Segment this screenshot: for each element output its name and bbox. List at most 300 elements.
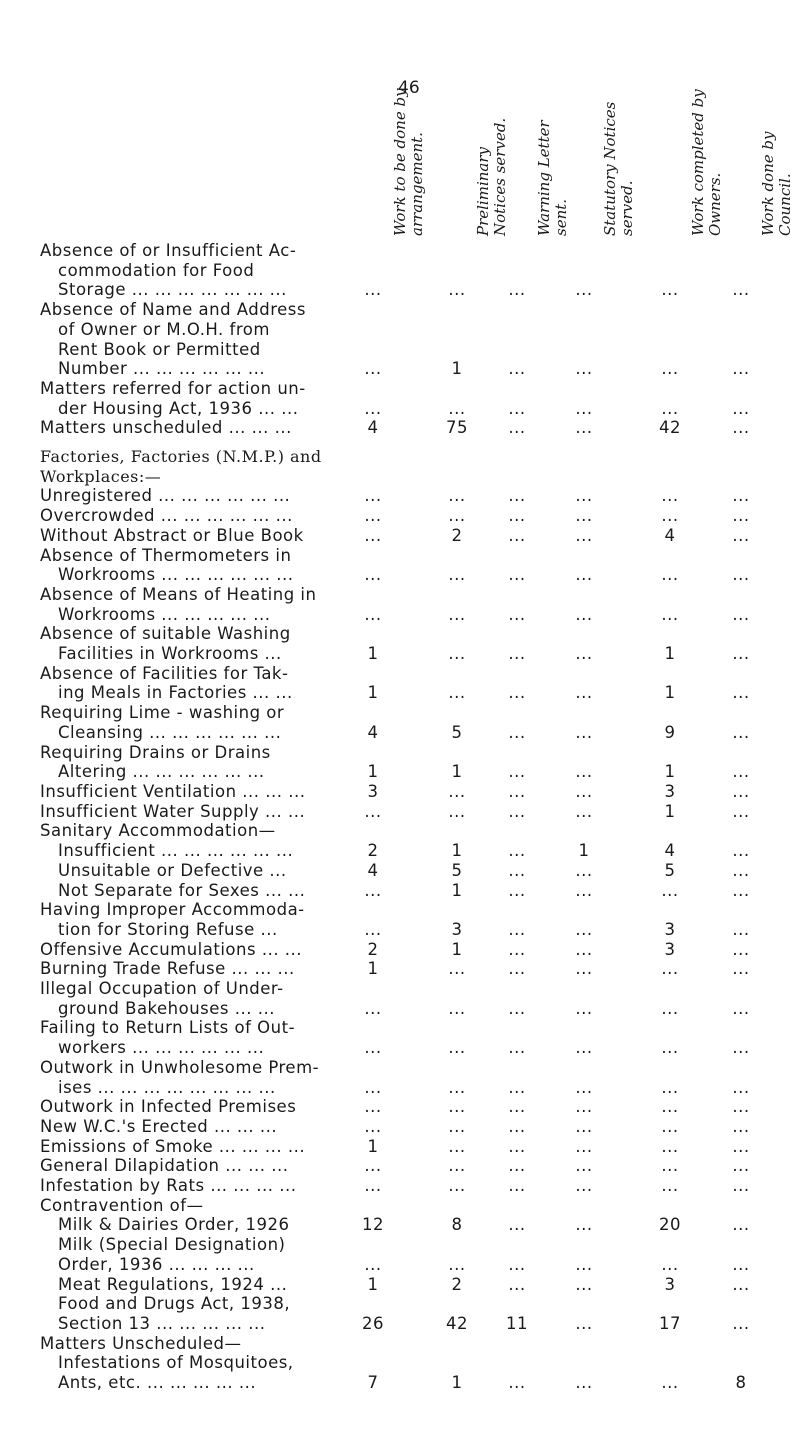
table-row	[40, 802, 785, 822]
table-cell: ...	[364, 604, 382, 624]
table-cell: 75	[446, 418, 468, 438]
row-label: Emissions of Smoke ... ... ... ...	[40, 1136, 306, 1156]
row-label: of Owner or M.O.H. from	[58, 319, 270, 339]
table-cell: ...	[508, 683, 526, 703]
row-label: commodation for Food	[58, 260, 255, 280]
row-label: Without Abstract or Blue Book	[40, 525, 304, 545]
table-cell: ...	[661, 1097, 679, 1117]
table-cell: ...	[364, 919, 382, 939]
table-cell: ...	[575, 1176, 593, 1196]
table-cell: 5	[451, 722, 463, 742]
table-cell: ...	[575, 604, 593, 624]
row-label: Matters referred for action un-	[40, 378, 306, 398]
table-cell: ...	[661, 1136, 679, 1156]
table-cell: ...	[732, 1136, 750, 1156]
table-cell: ...	[732, 486, 750, 506]
table-cell: 2	[367, 939, 379, 959]
table-cell: ...	[448, 1116, 466, 1136]
row-label: Requiring Drains or Drains	[40, 742, 271, 762]
table-cell: 3	[664, 919, 676, 939]
table-cell: 1	[451, 939, 463, 959]
table-row	[40, 624, 785, 663]
table-cell: ...	[661, 565, 679, 585]
table-cell: ...	[364, 998, 382, 1018]
table-cell: ...	[448, 1136, 466, 1156]
table-cell: 1	[451, 359, 463, 379]
row-label: Workrooms ... ... ... ... ...	[58, 604, 271, 624]
table-cell: ...	[448, 801, 466, 821]
table-row	[40, 300, 785, 379]
table-cell: ...	[575, 762, 593, 782]
table-cell: ...	[448, 1176, 466, 1196]
table-cell: ...	[508, 1156, 526, 1176]
table-cell: 8	[735, 1373, 747, 1393]
row-label: Absence of Name and Address	[40, 300, 307, 320]
row-label: Workrooms ... ... ... ... ... ...	[58, 565, 294, 585]
table-cell: ...	[661, 1077, 679, 1097]
row-label: New W.C.'s Erected ... ... ...	[40, 1116, 278, 1136]
table-cell: 3	[664, 1274, 676, 1294]
column-header	[473, 88, 521, 236]
table-cell: ...	[508, 1373, 526, 1393]
row-label: Milk (Special Designation)	[58, 1235, 286, 1255]
row-label: Food and Drugs Act, 1938,	[58, 1294, 291, 1314]
page-number: 46	[398, 78, 420, 98]
row-label: Meat Regulations, 1924 ...	[58, 1274, 288, 1294]
table-cell: ...	[448, 1254, 466, 1274]
table-cell: ...	[508, 644, 526, 664]
table-row	[40, 486, 785, 506]
table-cell: ...	[732, 418, 750, 438]
table-cell: ...	[575, 781, 593, 801]
table-cell: ...	[575, 418, 593, 438]
table-cell: ...	[732, 762, 750, 782]
table-cell: ...	[508, 939, 526, 959]
column-header	[534, 88, 582, 236]
table-cell: ...	[508, 1136, 526, 1156]
table-cell: ...	[661, 1254, 679, 1274]
table-row	[40, 1097, 785, 1117]
table-cell: ...	[364, 1156, 382, 1176]
row-label: Insufficient ... ... ... ... ... ...	[58, 841, 294, 861]
table-cell: 1	[664, 801, 676, 821]
table-cell: ...	[364, 1176, 382, 1196]
table-cell: ...	[508, 860, 526, 880]
table-cell: ...	[575, 1097, 593, 1117]
table-cell: ...	[661, 1156, 679, 1176]
table-row	[40, 979, 785, 1018]
table-row	[40, 959, 785, 979]
table-cell: ...	[732, 1156, 750, 1176]
column-header-label: Work completed by Owners.	[689, 89, 724, 236]
table-row	[40, 900, 785, 939]
row-label: Contravention of—	[40, 1195, 204, 1215]
row-label: ground Bakehouses ... ...	[58, 998, 275, 1018]
table-cell: 1	[367, 762, 379, 782]
table-cell: ...	[575, 1254, 593, 1274]
table-cell: 1	[367, 644, 379, 664]
table-row	[40, 1156, 785, 1176]
table-cell: ...	[364, 565, 382, 585]
row-label: Ants, etc. ... ... ... ... ...	[58, 1373, 257, 1393]
table-cell: 20	[659, 1215, 681, 1235]
table-row	[40, 743, 785, 782]
table-cell: ...	[575, 860, 593, 880]
table-cell: ...	[575, 1215, 593, 1235]
table-cell: ...	[732, 644, 750, 664]
table-cell: ...	[448, 998, 466, 1018]
table-cell: ...	[508, 1077, 526, 1097]
table-row	[40, 703, 785, 742]
table-cell: ...	[575, 1274, 593, 1294]
table-row	[40, 379, 785, 418]
table-cell: ...	[732, 1116, 750, 1136]
table-cell: ...	[508, 919, 526, 939]
table-cell: ...	[448, 1097, 466, 1117]
table-cell: ...	[732, 1274, 750, 1294]
table-cell: 2	[451, 525, 463, 545]
table-cell: ...	[575, 1077, 593, 1097]
row-label: Insufficient Ventilation ... ... ...	[40, 781, 306, 801]
table-cell: 3	[664, 781, 676, 801]
table-row	[40, 1196, 785, 1216]
table-row	[40, 841, 785, 861]
table-cell: ...	[508, 565, 526, 585]
table-cell: 1	[664, 683, 676, 703]
table-cell: ...	[508, 722, 526, 742]
table-cell: ...	[661, 959, 679, 979]
table-row	[40, 1058, 785, 1097]
table-cell: 1	[367, 1274, 379, 1294]
row-label: Storage ... ... ... ... ... ... ...	[58, 280, 287, 300]
row-label: Burning Trade Refuse ... ... ...	[40, 959, 295, 979]
table-cell: 5	[664, 860, 676, 880]
column-header-label: Warning Letter sent.	[535, 120, 570, 236]
table-cell: ...	[732, 506, 750, 526]
table-cell: ...	[508, 525, 526, 545]
table-row	[40, 506, 785, 526]
table-cell: ...	[508, 762, 526, 782]
table-cell: ...	[732, 683, 750, 703]
table-cell: ...	[508, 1176, 526, 1196]
table-cell: ...	[575, 998, 593, 1018]
column-header-label: Preliminary Notices served.	[474, 117, 509, 236]
table-cell: ...	[364, 880, 382, 900]
table-row	[40, 664, 785, 703]
table-cell: ...	[508, 359, 526, 379]
row-label: Milk & Dairies Order, 1926	[58, 1215, 290, 1235]
table-cell: ...	[732, 1097, 750, 1117]
table-cell: 1	[451, 880, 463, 900]
table-cell: ...	[508, 280, 526, 300]
column-header	[600, 88, 648, 236]
table-row	[40, 881, 785, 901]
table-row	[40, 585, 785, 624]
table-cell: 11	[506, 1313, 528, 1333]
table-cell: ...	[661, 998, 679, 1018]
row-label: ises ... ... ... ... ... ... ... ...	[58, 1077, 276, 1097]
table-cell: ...	[661, 604, 679, 624]
table-cell: ...	[732, 722, 750, 742]
table-cell: ...	[364, 1077, 382, 1097]
table-cell: ...	[575, 1313, 593, 1333]
table-row	[40, 1294, 785, 1333]
table-cell: ...	[661, 506, 679, 526]
table-cell: ...	[575, 565, 593, 585]
row-label: Matters unscheduled ... ... ...	[40, 418, 292, 438]
table-row	[40, 861, 785, 881]
table-cell: 1	[664, 762, 676, 782]
table-cell: 1	[367, 1136, 379, 1156]
table-cell: ...	[575, 959, 593, 979]
table-cell: ...	[508, 486, 526, 506]
table-cell: ...	[575, 398, 593, 418]
table-cell: ...	[508, 801, 526, 821]
row-label: Infestation by Rats ... ... ... ...	[40, 1176, 297, 1196]
row-label: Having Improper Accommoda-	[40, 900, 305, 920]
table-cell: ...	[732, 1215, 750, 1235]
row-label: Facilities in Workrooms ...	[58, 644, 282, 664]
table-cell: ...	[508, 1116, 526, 1136]
table-row	[40, 940, 785, 960]
table-cell: ...	[661, 1116, 679, 1136]
table-cell: ...	[732, 359, 750, 379]
table-cell: ...	[732, 880, 750, 900]
table-cell: ...	[508, 781, 526, 801]
table-cell: ...	[364, 1038, 382, 1058]
column-header	[390, 88, 438, 236]
table-cell: ...	[732, 919, 750, 939]
table-cell: ...	[732, 280, 750, 300]
row-label: ing Meals in Factories ... ...	[58, 683, 293, 703]
table-cell: ...	[732, 1176, 750, 1196]
table-cell: ...	[448, 604, 466, 624]
table-cell: ...	[364, 525, 382, 545]
table-cell: 5	[451, 860, 463, 880]
row-label: Absence of Means of Heating in	[40, 584, 317, 604]
table-cell: ...	[575, 919, 593, 939]
row-label: der Housing Act, 1936 ... ...	[58, 398, 299, 418]
row-label: Absence of Facilities for Tak-	[40, 663, 289, 683]
table-cell: 3	[664, 939, 676, 959]
table-row	[40, 1334, 785, 1354]
column-header	[758, 88, 800, 236]
table-cell: ...	[508, 418, 526, 438]
table-cell: 4	[367, 722, 379, 742]
table-cell: 4	[367, 418, 379, 438]
table-row	[40, 1353, 785, 1392]
table-cell: ...	[448, 781, 466, 801]
table-row	[40, 1117, 785, 1137]
table-cell: ...	[661, 1038, 679, 1058]
column-header	[688, 88, 736, 236]
table-row	[40, 1215, 785, 1235]
table-row	[40, 1176, 785, 1196]
table-cell: ...	[508, 604, 526, 624]
table-cell: ...	[575, 1038, 593, 1058]
row-label: Number ... ... ... ... ... ...	[58, 359, 266, 379]
table-cell: 3	[367, 781, 379, 801]
row-label: Failing to Return Lists of Out-	[40, 1018, 296, 1038]
table-cell: 1	[367, 683, 379, 703]
table-cell: 4	[664, 841, 676, 861]
table-cell: 1	[451, 841, 463, 861]
table-cell: ...	[575, 722, 593, 742]
table-cell: ...	[575, 1156, 593, 1176]
table-cell: ...	[508, 959, 526, 979]
table-cell: ...	[575, 1136, 593, 1156]
table-cell: 42	[446, 1313, 468, 1333]
table-cell: ...	[575, 525, 593, 545]
table-cell: ...	[364, 280, 382, 300]
row-label: Altering ... ... ... ... ... ...	[58, 762, 265, 782]
table-cell: ...	[732, 959, 750, 979]
table-cell: ...	[575, 486, 593, 506]
row-label: Insufficient Water Supply ... ...	[40, 801, 306, 821]
table-row	[40, 418, 785, 438]
table-cell: 4	[664, 525, 676, 545]
table-row	[40, 1235, 785, 1274]
table-cell: ...	[575, 506, 593, 526]
table-cell: ...	[732, 565, 750, 585]
table-row	[40, 1018, 785, 1057]
table-cell: ...	[575, 359, 593, 379]
table-cell: ...	[732, 801, 750, 821]
table-cell: 1	[451, 1373, 463, 1393]
row-label: Outwork in Infected Premises	[40, 1097, 297, 1117]
row-label: tion for Storing Refuse ...	[58, 919, 278, 939]
table-cell: ...	[448, 486, 466, 506]
table-cell: 8	[451, 1215, 463, 1235]
row-label: Order, 1936 ... ... ... ...	[58, 1254, 255, 1274]
row-label: Unsuitable or Defective ...	[58, 860, 287, 880]
row-label: Outwork in Unwholesome Prem-	[40, 1057, 320, 1077]
section-heading: Factories, Factories (N.M.P.) and Workplaces:—	[40, 447, 322, 486]
table-cell: ...	[448, 959, 466, 979]
table-cell: ...	[661, 486, 679, 506]
table-cell: ...	[575, 801, 593, 821]
table-body	[40, 241, 785, 1393]
row-label: Not Separate for Sexes ... ...	[58, 880, 306, 900]
table-row	[40, 821, 785, 841]
table-cell: ...	[508, 998, 526, 1018]
row-label: workers ... ... ... ... ... ...	[58, 1038, 265, 1058]
table-cell: ...	[508, 1215, 526, 1235]
table-cell: 42	[659, 418, 681, 438]
row-label: Cleansing ... ... ... ... ... ...	[58, 722, 282, 742]
table-cell: 2	[451, 1274, 463, 1294]
table-cell: ...	[508, 1097, 526, 1117]
row-label: Absence of Thermometers in	[40, 545, 292, 565]
row-label: Absence of or Insufficient Ac-	[40, 241, 297, 260]
row-label: Unregistered ... ... ... ... ... ...	[40, 486, 291, 506]
table-row	[40, 1137, 785, 1157]
table-cell: ...	[364, 398, 382, 418]
table-cell: ...	[448, 1156, 466, 1176]
table-cell: ...	[364, 359, 382, 379]
table-cell: 17	[659, 1313, 681, 1333]
row-label: Section 13 ... ... ... ... ...	[58, 1313, 266, 1333]
table-cell: ...	[448, 644, 466, 664]
table-cell: 1	[451, 762, 463, 782]
table-cell: 7	[367, 1373, 379, 1393]
table-cell: ...	[661, 280, 679, 300]
table-cell: ...	[575, 1373, 593, 1393]
table-cell: ...	[732, 1254, 750, 1274]
table-cell: ...	[732, 860, 750, 880]
table-cell: ...	[732, 939, 750, 959]
table-cell: ...	[448, 565, 466, 585]
table-cell: ...	[364, 486, 382, 506]
table-cell: 9	[664, 722, 676, 742]
table-cell: 1	[367, 959, 379, 979]
table-cell: ...	[508, 506, 526, 526]
row-label: Absence of suitable Washing	[40, 624, 291, 644]
table-cell: ...	[364, 1097, 382, 1117]
table-cell: ...	[732, 604, 750, 624]
row-label: Sanitary Accommodation—	[40, 821, 276, 841]
table-cell: ...	[732, 1077, 750, 1097]
table-cell: ...	[661, 398, 679, 418]
row-label: Matters Unscheduled—	[40, 1333, 242, 1353]
table-row	[40, 546, 785, 585]
row-label: Infestations of Mosquitoes,	[58, 1353, 294, 1373]
table-cell: 3	[451, 919, 463, 939]
row-label: Overcrowded ... ... ... ... ... ...	[40, 506, 293, 526]
table-cell: ...	[508, 880, 526, 900]
table-cell: ...	[732, 998, 750, 1018]
table-cell: ...	[575, 1116, 593, 1136]
table-cell: ...	[508, 1254, 526, 1274]
table-cell: ...	[575, 939, 593, 959]
row-label: General Dilapidation ... ... ...	[40, 1156, 289, 1176]
table-cell: ...	[575, 880, 593, 900]
row-label: Offensive Accumulations ... ...	[40, 939, 303, 959]
table-cell: 12	[362, 1215, 384, 1235]
table-cell: ...	[732, 781, 750, 801]
table-cell: 4	[367, 860, 379, 880]
table-cell: 1	[578, 841, 590, 861]
table-cell: ...	[732, 1313, 750, 1333]
table-cell: ...	[448, 683, 466, 703]
table-cell: ...	[508, 1274, 526, 1294]
table-cell: ...	[661, 880, 679, 900]
table-cell: ...	[732, 398, 750, 418]
table-cell: ...	[448, 280, 466, 300]
table-cell: ...	[732, 841, 750, 861]
table-cell: ...	[732, 525, 750, 545]
table-cell: ...	[575, 644, 593, 664]
table-cell: 2	[367, 841, 379, 861]
table-cell: ...	[732, 1038, 750, 1058]
table-cell: ...	[575, 280, 593, 300]
table-cell: ...	[448, 1077, 466, 1097]
table-cell: ...	[364, 1254, 382, 1274]
table-cell: ...	[364, 506, 382, 526]
table-row	[40, 241, 785, 300]
row-label: Illegal Occupation of Under-	[40, 979, 284, 999]
table-row	[40, 782, 785, 802]
table-cell: ...	[448, 398, 466, 418]
table-cell: ...	[448, 1038, 466, 1058]
table-cell: ...	[575, 683, 593, 703]
table-cell: ...	[364, 1116, 382, 1136]
table-row	[40, 526, 785, 546]
table-cell: ...	[364, 801, 382, 821]
table-cell: 26	[362, 1313, 384, 1333]
table-row	[40, 1275, 785, 1295]
table-cell: 1	[664, 644, 676, 664]
